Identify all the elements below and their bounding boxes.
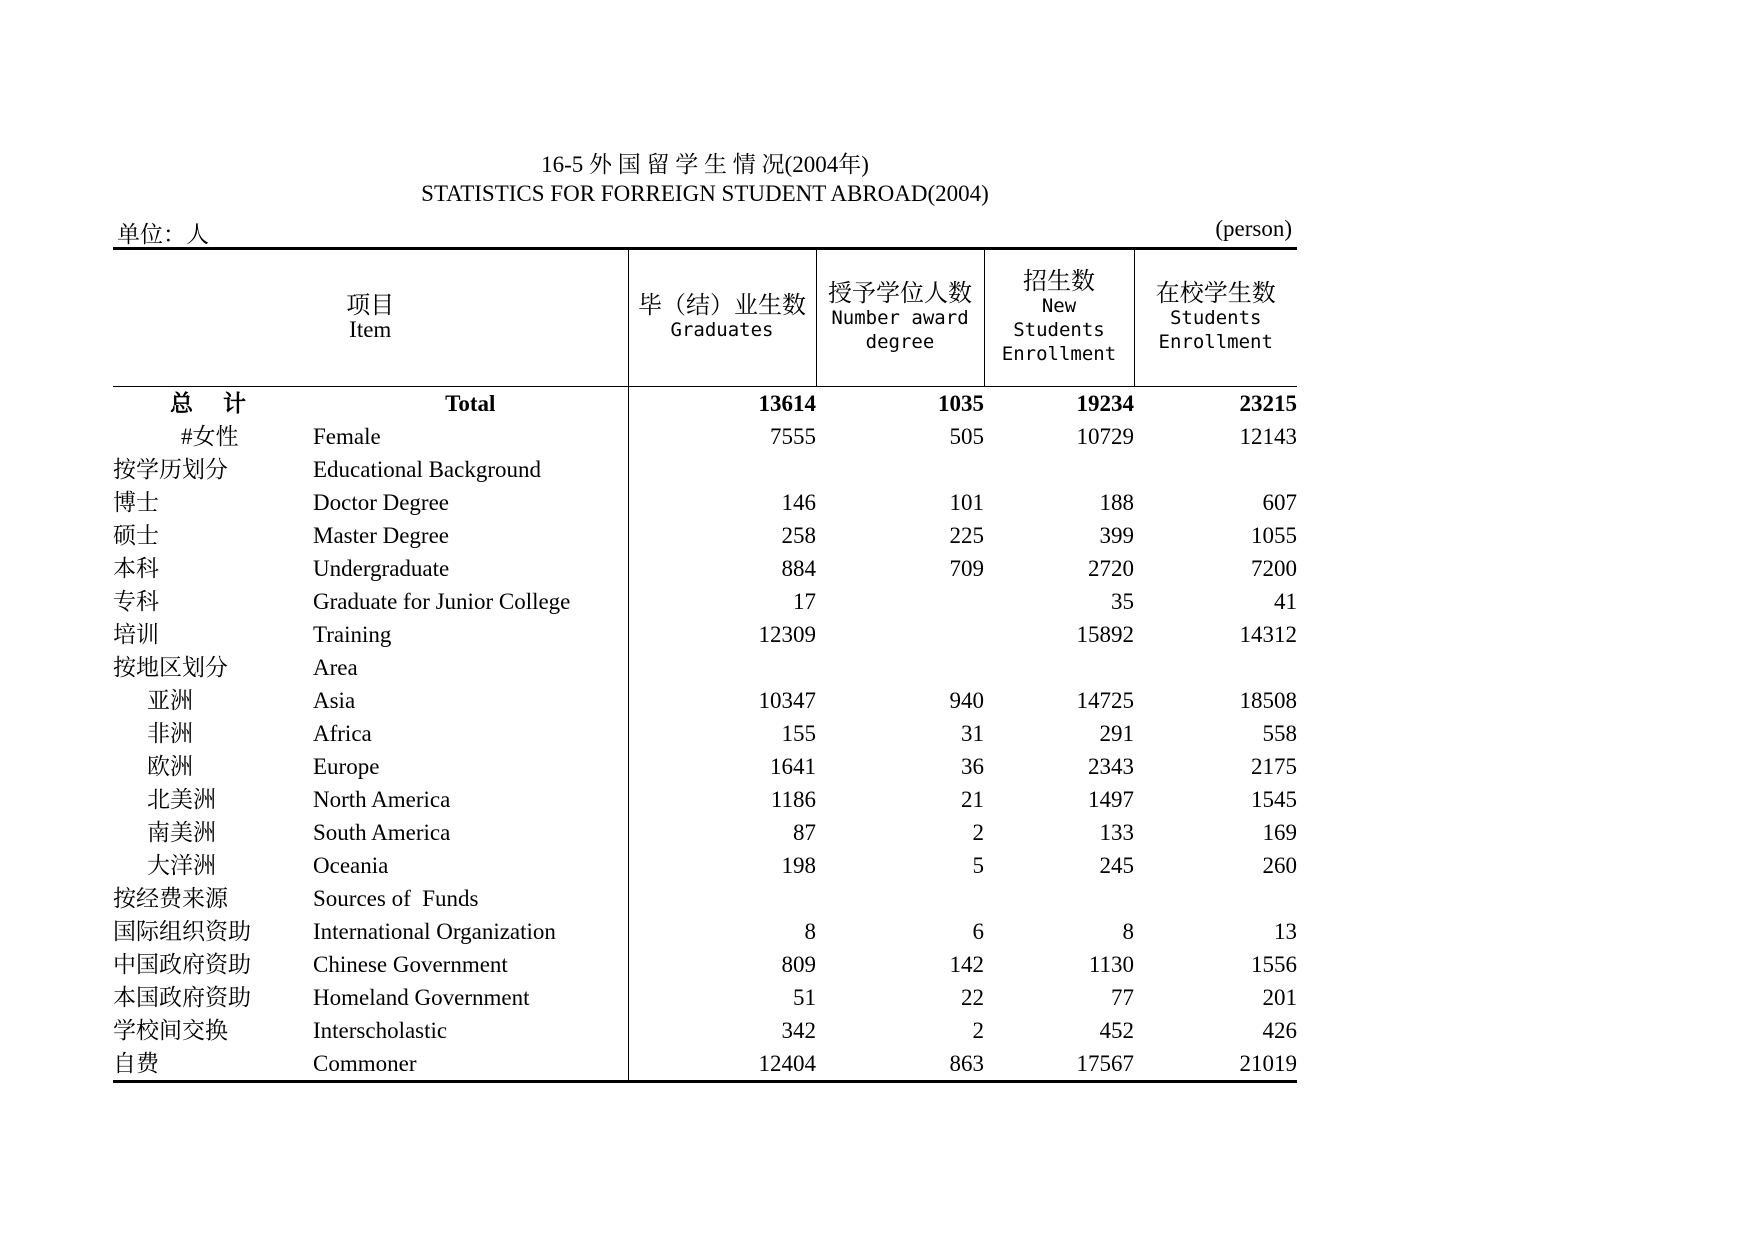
row-label-zh: #女性 [181, 424, 239, 449]
row-label-zh: 欧洲 [147, 754, 193, 779]
row-label-zh: 北美洲 [147, 787, 216, 812]
table-row [113, 915, 1297, 948]
table-row-total [113, 387, 1297, 421]
cell-degree: 31 [961, 721, 984, 746]
cell-new-students: 35 [1111, 589, 1134, 614]
cell-graduates: 13614 [628, 387, 816, 421]
cell-enrollment [1134, 882, 1297, 915]
header-enrollment-zh: 在校学生数 [1155, 281, 1276, 307]
cell-degree: 940 [949, 688, 984, 713]
cell-graduates: 1186 [628, 783, 816, 816]
cell-new-students: 8 [1122, 919, 1134, 944]
cell-new-students: 15892 [1076, 622, 1134, 647]
cell-new-students: 17567 [984, 1047, 1134, 1082]
cell-enrollment: 23215 [1239, 391, 1297, 416]
cell-degree: 2 [972, 1018, 984, 1043]
row-label-en: North America [313, 787, 451, 812]
cell-enrollment: 41 [1274, 589, 1297, 614]
table-row [113, 519, 1297, 552]
row-label-zh: 本科 [113, 556, 159, 581]
section-label-en: Area [313, 655, 358, 680]
cell-graduates: 146 [628, 486, 816, 519]
table-row [113, 717, 1297, 750]
cell-graduates: 10347 [628, 684, 816, 717]
section-row-funds [113, 882, 1297, 915]
header-new-students-zh: 招生数 [1023, 269, 1095, 295]
row-label-zh: 专科 [113, 589, 159, 614]
row-label-zh: 南美洲 [147, 820, 216, 845]
row-label-en: Master Degree [313, 523, 450, 548]
header-degree-en-1: Number award [831, 307, 969, 329]
cell-enrollment: 2175 [1251, 754, 1297, 779]
table-row [113, 816, 1297, 849]
cell-graduates [628, 453, 816, 486]
header-new-students-en-3: Enrollment [1001, 343, 1117, 365]
statistics-table [113, 247, 1297, 1083]
cell-graduates: 7555 [628, 420, 816, 453]
row-label-en: International Organization [313, 919, 556, 944]
cell-graduates: 342 [628, 1014, 816, 1047]
cell-new-students: 399 [1099, 523, 1134, 548]
cell-new-students: 245 [1099, 853, 1134, 878]
table-row [113, 849, 1297, 882]
cell-enrollment: 13 [1274, 919, 1297, 944]
cell-degree [816, 882, 984, 915]
row-label-en: Graduate for Junior College [313, 589, 571, 614]
table-row [113, 1047, 1297, 1082]
row-label-en: Europe [313, 754, 380, 779]
row-label-zh: 硕士 [113, 523, 159, 548]
header-graduates-en: Graduates [670, 319, 774, 341]
cell-degree: 505 [949, 424, 984, 449]
row-label-en: Doctor Degree [313, 490, 450, 515]
row-label-en: Interscholastic [313, 1018, 448, 1043]
row-label-zh: 总计 [170, 391, 276, 416]
cell-enrollment: 201 [1262, 985, 1297, 1010]
cell-degree [816, 618, 984, 651]
header-graduates-zh: 毕（结）业生数 [638, 293, 806, 319]
table-title-zh: 16-5 外 国 留 学 生 情 况(2004年) [541, 152, 869, 177]
table-row [113, 750, 1297, 783]
row-label-en: Total [445, 391, 496, 416]
row-label-zh: 中国政府资助 [113, 952, 251, 977]
cell-enrollment: 7200 [1251, 556, 1297, 581]
cell-graduates [628, 651, 816, 684]
section-label-zh: 按地区划分 [113, 655, 228, 680]
row-label-zh: 培训 [113, 622, 159, 647]
row-label-zh: 国际组织资助 [113, 919, 251, 944]
row-label-zh: 学校间交换 [113, 1018, 228, 1043]
row-label-zh: 自费 [113, 1047, 313, 1082]
cell-graduates: 155 [628, 717, 816, 750]
cell-new-students: 1497 [1088, 787, 1134, 812]
table-row [113, 420, 1297, 453]
table-row [113, 1014, 1297, 1047]
row-label-en: Oceania [313, 853, 389, 878]
header-item-en: Item [349, 317, 392, 342]
cell-graduates: 8 [628, 915, 816, 948]
table-row [113, 486, 1297, 519]
table-row [113, 618, 1297, 651]
cell-enrollment: 607 [1262, 490, 1297, 515]
row-label-zh: 大洋洲 [147, 853, 216, 878]
header-new-students-en-2: Students [1013, 319, 1105, 341]
unit-label-en: (person) [1215, 216, 1292, 241]
cell-graduates: 198 [628, 849, 816, 882]
cell-degree: 1035 [938, 391, 984, 416]
section-label-zh: 按经费来源 [113, 886, 228, 911]
header-enrollment-en-2: Enrollment [1158, 331, 1273, 353]
cell-new-students: 1130 [1088, 952, 1134, 977]
cell-enrollment: 18508 [1239, 688, 1297, 713]
table-row [113, 948, 1297, 981]
cell-graduates [628, 882, 816, 915]
section-label-zh: 按学历划分 [113, 457, 228, 482]
cell-degree: 6 [972, 919, 984, 944]
header-item-zh: 项目 [346, 293, 395, 319]
cell-new-students: 2343 [1088, 754, 1134, 779]
cell-degree: 22 [961, 985, 984, 1010]
header-new-students-en-1: New [1041, 295, 1077, 317]
cell-new-students: 2720 [1088, 556, 1134, 581]
row-label-en: Asia [313, 688, 356, 713]
section-row-education [113, 453, 1297, 486]
row-label-zh: 非洲 [147, 721, 193, 746]
row-label-en: Homeland Government [313, 985, 530, 1010]
cell-graduates: 17 [628, 585, 816, 618]
header-graduates [628, 249, 816, 387]
table-row [113, 684, 1297, 717]
cell-graduates: 884 [628, 552, 816, 585]
cell-degree [816, 585, 984, 618]
cell-graduates: 51 [628, 981, 816, 1014]
section-label-en: Educational Background [313, 457, 542, 482]
cell-degree [816, 453, 984, 486]
cell-degree: 101 [949, 490, 984, 515]
section-row-area [113, 651, 1297, 684]
cell-enrollment: 1556 [1251, 952, 1297, 977]
cell-enrollment: 1545 [1251, 787, 1297, 812]
cell-graduates: 1641 [628, 750, 816, 783]
row-label-zh: 本国政府资助 [113, 985, 251, 1010]
row-label-en: Training [313, 622, 392, 647]
row-label-zh: 博士 [113, 490, 159, 515]
cell-degree: 863 [816, 1047, 984, 1082]
cell-enrollment: 558 [1262, 721, 1297, 746]
cell-degree [816, 651, 984, 684]
cell-enrollment: 1055 [1251, 523, 1297, 548]
cell-enrollment: 21019 [1134, 1047, 1297, 1082]
cell-degree: 21 [961, 787, 984, 812]
cell-new-students: 188 [1099, 490, 1134, 515]
section-label-en: Sources of Funds [313, 886, 479, 911]
cell-new-students [984, 882, 1134, 915]
cell-graduates: 12404 [628, 1047, 816, 1082]
cell-new-students: 10729 [1076, 424, 1134, 449]
cell-degree: 36 [961, 754, 984, 779]
cell-enrollment: 169 [1262, 820, 1297, 845]
cell-new-students: 452 [1099, 1018, 1134, 1043]
cell-new-students: 14725 [1076, 688, 1134, 713]
cell-new-students [984, 651, 1134, 684]
cell-graduates: 12309 [628, 618, 816, 651]
row-label-zh: 亚洲 [147, 688, 193, 713]
cell-graduates: 87 [628, 816, 816, 849]
unit-label-zh: 单位：人 [117, 222, 209, 247]
row-label-en: Africa [313, 721, 372, 746]
cell-enrollment: 14312 [1239, 622, 1297, 647]
header-degree-zh: 授予学位人数 [828, 281, 972, 307]
cell-enrollment: 426 [1262, 1018, 1297, 1043]
header-item [113, 249, 628, 387]
cell-new-students: 133 [1099, 820, 1134, 845]
row-label-en: Undergraduate [313, 556, 450, 581]
cell-degree: 709 [949, 556, 984, 581]
header-degree-en-2: degree [865, 331, 935, 353]
cell-new-students: 77 [1111, 985, 1134, 1010]
table-row [113, 981, 1297, 1014]
header-new-students [984, 249, 1134, 387]
cell-new-students: 291 [1099, 721, 1134, 746]
table-row [113, 552, 1297, 585]
cell-graduates: 809 [628, 948, 816, 981]
row-label-en: Female [313, 424, 381, 449]
header-row [113, 249, 1297, 387]
cell-graduates: 258 [628, 519, 816, 552]
header-enrollment-en-1: Students [1169, 307, 1262, 329]
table-row [113, 783, 1297, 816]
header-degree [816, 249, 984, 387]
cell-degree: 5 [972, 853, 984, 878]
cell-new-students: 19234 [1076, 391, 1134, 416]
table-row [113, 585, 1297, 618]
header-enrollment [1134, 249, 1297, 387]
cell-enrollment: 12143 [1239, 424, 1297, 449]
table-title-en: STATISTICS FOR FORREIGN STUDENT ABROAD(2004) [421, 181, 989, 206]
cell-new-students [984, 453, 1134, 486]
cell-enrollment: 260 [1262, 853, 1297, 878]
cell-degree: 225 [949, 523, 984, 548]
row-label-en: Commoner [313, 1047, 628, 1082]
row-label-en: South America [313, 820, 451, 845]
row-label-en: Chinese Government [313, 952, 508, 977]
cell-enrollment [1134, 453, 1297, 486]
cell-degree: 2 [972, 820, 984, 845]
cell-degree: 142 [949, 952, 984, 977]
cell-enrollment [1134, 651, 1297, 684]
